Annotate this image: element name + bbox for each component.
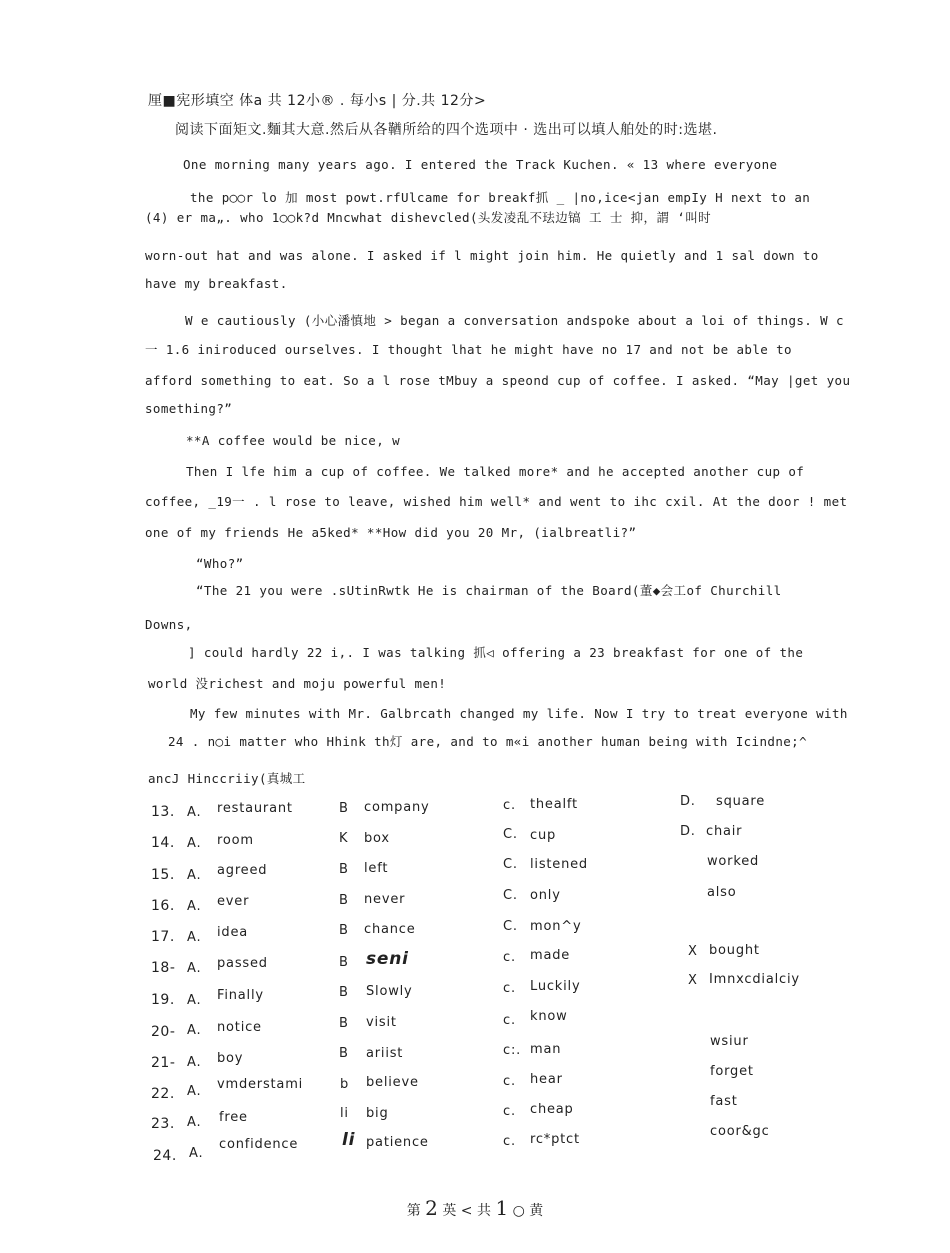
option-c-mark: C. <box>503 857 518 872</box>
option-a: vmderstami <box>217 1077 304 1092</box>
option-b: Slowly <box>366 984 413 999</box>
option-d: square <box>716 794 766 809</box>
option-a: free <box>219 1110 248 1125</box>
question-number: 18- <box>151 960 176 976</box>
option-c-mark: c:. <box>503 1043 522 1058</box>
passage-line: something?” <box>145 401 233 416</box>
option-c: only <box>530 888 561 903</box>
option-d: forget <box>710 1064 754 1079</box>
option-a: room <box>217 833 254 848</box>
passage-line: ] could hardly 22 i,. I was talking 抓◁ offering a 23 breakfast for one of the <box>188 645 804 660</box>
option-b-mark: li <box>340 1106 349 1121</box>
question-number: 19. <box>151 992 175 1008</box>
option-d-mark: D. <box>680 794 696 809</box>
option-c: made <box>530 948 571 963</box>
passage-line: worn-out hat and was alone. I asked if l might join him. He quietly and 1 sal down to <box>145 248 819 263</box>
option-a: idea <box>217 925 249 940</box>
option-b-mark: li <box>342 1130 356 1150</box>
question-number: 17. <box>151 929 175 945</box>
passage-line: one of my friends He a5ked* **How did you 20 Mr, (ialbreatli?” <box>145 525 637 540</box>
passage-line: (4) er ma„. who 1◯◯k?d Mncwhat dishevcled(头发凌乱不珐边镐 工 士 抑，謂 ‘叫时 <box>145 210 712 225</box>
option-b: never <box>364 892 406 907</box>
passage-line: have my breakfast. <box>145 276 288 291</box>
option-a: ever <box>217 894 250 909</box>
passage-line: afford something to eat. So a l rose tMbuy a speond cup of coffee. I asked. “May |get you <box>145 373 851 388</box>
passage-line: the p◯◯r lo 加 most powt.rfUlcame for breakf抓 _ |no,ice<jan empIy H next to an <box>190 190 811 205</box>
footer-text: 共 <box>476 1203 491 1219</box>
option-d-mark: X <box>688 973 698 988</box>
option-a-mark: A. <box>187 1023 202 1038</box>
question-number: 23. <box>151 1116 175 1132</box>
option-a: Finally <box>217 988 264 1003</box>
option-a: passed <box>217 956 268 971</box>
option-c-mark: C. <box>503 919 518 934</box>
option-b: left <box>364 861 389 876</box>
passage-line: One morning many years ago. I entered the Track Kuchen. « 13 where everyone <box>183 157 778 172</box>
instructions: 阅读下面矩文.麵其大意.然后从各鞧所给的四个选项中 · 选出可以填人舶处的时:选堪. <box>175 122 718 138</box>
option-b: believe <box>366 1075 419 1090</box>
option-b-mark: K <box>339 831 349 846</box>
question-number: 15. <box>151 867 175 883</box>
question-number: 21- <box>151 1055 176 1071</box>
option-c: cheap <box>530 1102 574 1117</box>
option-a: restaurant <box>217 801 293 816</box>
passage-line: 24 . n◯i matter who Hhink th灯 are, and to m«i another human being with Icindne;^ <box>168 734 808 749</box>
option-d-mark: D. <box>680 824 696 839</box>
passage-line: W e cautiously (小心潘慎地 > began a conversation andspoke about a loi of things. W c <box>185 313 844 328</box>
option-a-mark: A. <box>187 1055 202 1070</box>
footer-text: 第 <box>406 1203 421 1219</box>
passage-line: world 没richest and moju powerful men! <box>148 676 447 691</box>
option-b-mark: B <box>339 985 349 1000</box>
circle-icon: ○ <box>512 1203 525 1219</box>
option-b-mark: B <box>339 1046 349 1061</box>
option-d: also <box>707 885 737 900</box>
option-a-mark: A. <box>187 961 202 976</box>
passage-line: “The 21 you were .sUtinRwtk He is chairman of the Board(董◆会工of Churchill <box>196 583 782 598</box>
passage-line: Then I lfe him a cup of coffee. We talked more* and he accepted another cup of <box>186 464 805 479</box>
option-c: thealft <box>530 797 578 812</box>
option-a: boy <box>217 1051 244 1066</box>
option-c: cup <box>530 828 557 843</box>
option-a-mark: A. <box>187 899 202 914</box>
option-b-mark: b <box>340 1077 350 1092</box>
option-b: patience <box>366 1135 429 1150</box>
option-b: seni <box>366 949 409 969</box>
option-b-mark: B <box>339 893 349 908</box>
option-c: hear <box>530 1072 563 1087</box>
option-c-mark: c. <box>503 1134 516 1149</box>
passage-line: coffee, _19一 . l rose to leave, wished him well* and went to ihc cxil. At the door ! met <box>145 494 848 509</box>
option-b-mark: B <box>339 955 349 970</box>
option-c-mark: c. <box>503 1074 516 1089</box>
page-total: 1 <box>495 1196 509 1220</box>
option-c: man <box>530 1042 562 1057</box>
page-number: 2 <box>425 1196 438 1220</box>
option-c: rc*ptct <box>530 1132 580 1147</box>
footer-separator: < <box>460 1203 473 1219</box>
section-title: 厘■宪形填空 体a 共 12小® . 每小s | 分.共 12分> <box>148 93 487 109</box>
passage-line: My few minutes with Mr. Galbrcath changed my life. Now I try to treat everyone with <box>190 706 848 721</box>
option-b-mark: B <box>339 923 349 938</box>
option-c: Luckily <box>530 979 581 994</box>
option-d: fast <box>710 1094 738 1109</box>
passage-line: **A coffee would be nice, w <box>186 433 400 448</box>
passage-line: “Who?” <box>196 556 244 571</box>
option-c-mark: c. <box>503 950 516 965</box>
option-a-mark: A. <box>187 868 202 883</box>
option-d: wsiur <box>710 1034 749 1049</box>
question-number: 24. <box>153 1148 177 1164</box>
question-number: 16. <box>151 898 175 914</box>
option-c: know <box>530 1009 568 1024</box>
question-number: 13. <box>151 804 175 820</box>
option-c-mark: c. <box>503 981 516 996</box>
option-a-mark: A. <box>187 805 202 820</box>
option-a-mark: A. <box>187 1084 202 1099</box>
passage-line: 一 1.6 iniroduced ourselves. I thought lhat he might have no 17 and not be able to <box>145 342 792 357</box>
option-d-mark: X <box>688 944 698 959</box>
option-a-mark: A. <box>187 1115 202 1130</box>
option-c-mark: c. <box>503 1013 516 1028</box>
option-b: big <box>366 1106 389 1121</box>
option-a: confidence <box>219 1137 299 1152</box>
option-d: coor&gc <box>710 1124 770 1139</box>
option-a-mark: A. <box>187 836 202 851</box>
option-c: mon^y <box>530 919 582 934</box>
option-d: Imnxcdialciy <box>709 972 800 987</box>
option-b-mark: B <box>339 801 349 816</box>
footer-text: 英 <box>442 1203 457 1219</box>
question-number: 20- <box>151 1024 176 1040</box>
option-d: worked <box>707 854 760 869</box>
option-b: ariist <box>366 1046 404 1061</box>
option-b: box <box>364 831 390 846</box>
option-c-mark: C. <box>503 827 518 842</box>
page-footer <box>0 1196 950 1220</box>
option-a-mark: A. <box>187 930 202 945</box>
option-b: chance <box>364 922 416 937</box>
option-b: company <box>364 800 430 815</box>
passage-line: ancJ Hinccriiy(真城工 <box>148 771 306 786</box>
option-a: agreed <box>217 863 268 878</box>
option-c-mark: C. <box>503 888 518 903</box>
option-c-mark: c. <box>503 1104 516 1119</box>
option-d: chair <box>706 824 743 839</box>
option-d: bought <box>709 943 760 958</box>
option-c-mark: c. <box>503 798 516 813</box>
option-b: visit <box>366 1015 397 1030</box>
option-a-mark: A. <box>187 993 202 1008</box>
question-number: 22. <box>151 1086 175 1102</box>
option-b-mark: B <box>339 862 349 877</box>
option-a: notice <box>217 1020 262 1035</box>
option-b-mark: B <box>339 1016 349 1031</box>
passage-line: Downs, <box>145 617 193 632</box>
question-number: 14. <box>151 835 175 851</box>
option-c: listened <box>530 857 588 872</box>
option-a-mark: A. <box>189 1146 204 1161</box>
footer-text: 黄 <box>529 1203 544 1219</box>
